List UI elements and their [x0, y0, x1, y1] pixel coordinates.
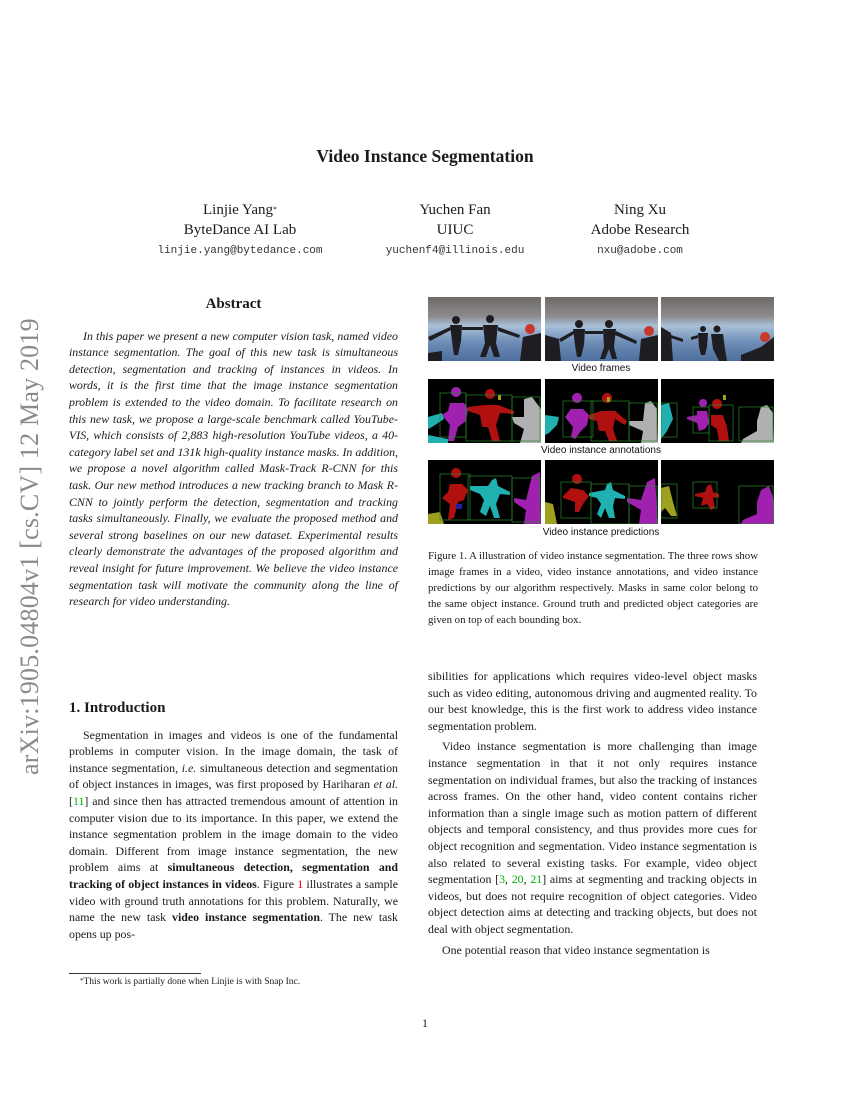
footnote-mark: *	[80, 977, 84, 985]
figure-row-label: Video instance annotations	[541, 445, 661, 456]
annotation-frame-3	[661, 379, 774, 443]
arxiv-stamp: arXiv:1905.04804v1 [cs.CV] 12 May 2019	[15, 318, 44, 775]
citation-link[interactable]: 11	[72, 793, 85, 808]
intro-paragraph-2: Video instance segmentation is more challenging than image instance segmentation in that it not only requires instance segmentation on individual frames, but also the tracking of instances across frames. On the other hand, video content contains richer information than a single image such as motion pattern of different objects and temporal consistency, and thus provides more cues for object recognition and segmentation. Video instance segmentation is also related to several existing tasks. For example, video object segmentation [3, 20, 21] aims at segmenting and tracking objects in videos, but does not require recognition of object categories. Video object detection aims at detecting and tracking objects, but does not deal with object segmentation.	[428, 739, 757, 936]
author-block-3	[560, 200, 720, 262]
video-predictions-row	[428, 460, 774, 524]
prediction-frame-3	[661, 460, 774, 524]
introduction-heading: 1. Introduction	[69, 700, 166, 716]
prediction-frame-1	[428, 460, 541, 524]
author-affiliation: ByteDance AI Lab	[183, 222, 297, 238]
author-block-2	[365, 200, 545, 262]
intro-paragraph-1-continued: sibilities for applications which requires video-level object masks such as video editing, autonomous driving and augmented reality. To our best knowledge, this is the first work to address video instance segmentation problem.	[428, 669, 757, 733]
prediction-frame-2	[545, 460, 658, 524]
author-name: Yuchen Fan	[419, 202, 491, 218]
video-frame-3	[661, 297, 774, 361]
intro-paragraph-1: Segmentation in images and videos is one of the fundamental problems in computer vision. In the image domain, the task of instance segmentation, i.e. simultaneous detection and segmentation of object instances in images, was first proposed by Hariharan et al. [11] and since then has attracted tremendous amount of attention in computer vision due to its importance. In this paper, we extend the instance segmentation problem in the image domain to the video domain. Different from image instance segmentation, the new problem aims at simultaneous detection, segmentation and tracking of object instances in videos. Figure 1 illustrates a sample video with ground truth annotations for this problem. Naturally, we name the new task video instance segmentation. The new task opens up pos-	[69, 727, 398, 941]
abstract-section	[69, 296, 398, 610]
author-footnote-mark: *	[273, 205, 277, 214]
video-frames-row	[428, 297, 774, 361]
introduction-section	[69, 700, 398, 942]
author-name: Linjie Yang	[202, 202, 273, 218]
citation-link[interactable]: 3	[499, 872, 506, 887]
citation-link[interactable]: 21	[530, 872, 543, 887]
author-affiliation: Adobe Research	[590, 222, 690, 238]
annotation-frame-1	[428, 379, 541, 443]
figure-row-label: Video frames	[571, 363, 631, 374]
page-number: 1	[422, 1016, 428, 1030]
author-email[interactable]: yuchenf4@illinois.edu	[385, 245, 525, 257]
footnote-text: This work is partially done when Linjie is with Snap Inc.	[83, 977, 301, 987]
author-email[interactable]: nxu@adobe.com	[597, 245, 683, 257]
right-column-text	[428, 668, 757, 958]
author-affiliation: UIUC	[436, 222, 474, 238]
figure-row-label: Video instance predictions	[542, 527, 660, 538]
figure-ref-link[interactable]: 1	[297, 876, 304, 891]
footnote-divider	[69, 973, 201, 974]
citation-link[interactable]: 20	[511, 872, 524, 887]
author-name: Ning Xu	[613, 202, 667, 218]
annotation-frame-2	[545, 379, 658, 443]
video-frame-2	[545, 297, 658, 361]
figure-1	[428, 297, 774, 538]
paper-title: Video Instance Segmentation	[316, 146, 534, 166]
video-annotations-row	[428, 379, 774, 443]
abstract-text: In this paper we present a new computer vision task, named video instance segmentation. The goal of this new task is simultaneous detection, segmentation and tracking of instances in videos. In words, it is the first time that the image instance segmentation problem is extended to the video domain. To facilitate research on this new task, we propose a large-scale benchmark called YouTube-VIS, which consists of 2,883 high-resolution YouTube videos, a 40-category label set and 131k high-quality instance masks. In addition, we propose a novel algorithm called Mask-Track R-CNN for this task. Our new method introduces a new tracking branch to Mask R-CNN to jointly perform the detection, segmentation and tracking tasks simultaneously. Finally, we evaluate the proposed method and several strong baselines on our new dataset. Experimental results clearly demonstrate the advantages of the proposed algorithm and reveal insight for future improvement. We believe the video instance segmentation task will motivate the community along the line of research for video understanding.	[69, 328, 398, 609]
footnote	[80, 977, 300, 987]
author-block-1	[140, 200, 340, 262]
author-email[interactable]: linjie.yang@bytedance.com	[157, 245, 323, 257]
figure-1-caption: Figure 1. A illustration of video instance segmentation. The three rows show image frames in a video, video instance annotations, and video instance predictions by our algorithm respectively. Masks in same color belong to the same object instance. Ground truth and predicted object categories are given on top of each bounding box.	[428, 550, 758, 626]
abstract-heading: Abstract	[205, 296, 262, 312]
intro-paragraph-3: One potential reason that video instance segmentation is	[442, 942, 710, 957]
video-frame-1	[428, 297, 541, 361]
